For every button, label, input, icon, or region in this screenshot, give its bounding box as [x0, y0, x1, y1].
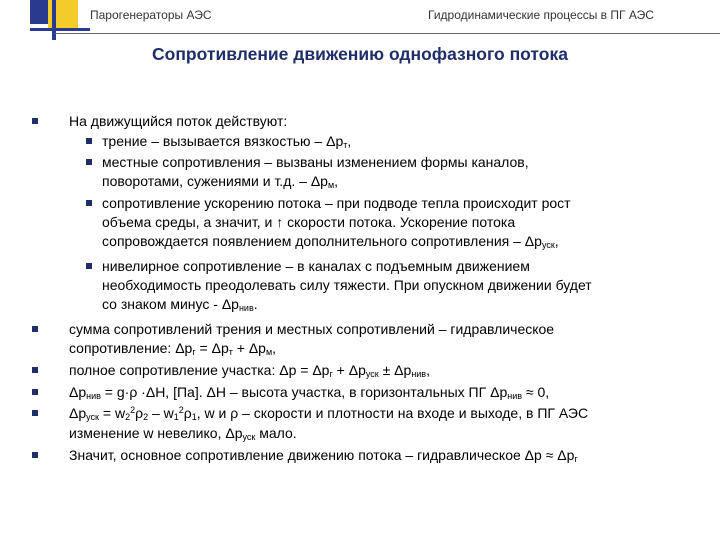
slide-title: Сопротивление движению однофазного потока: [152, 44, 568, 64]
bullet-icon: [32, 410, 38, 416]
header-left: Парогенераторы АЭС: [90, 8, 212, 22]
sub-item-level-line2: необходимость преодолевать силу тяжести. При опускном движении будет: [102, 277, 592, 293]
intro-text: На движущийся поток действуют:: [69, 113, 288, 129]
logo-vertical-bar: [52, 0, 56, 40]
sub-bullet-icon: [86, 200, 92, 206]
item-hydraulic-line2: сопротивление: $\Delta p_г = \Delta p_т + \Delta p_м$,: [69, 340, 277, 357]
sub-item-local-line2: поворотами, сужениями и т.д. – $\Delta p_м$,: [102, 173, 339, 190]
sub-item-level-line3: со знаком минус - $\Delta p_{нив}$.: [102, 296, 258, 313]
bullet-icon: [32, 452, 38, 458]
item-conclusion: Значит, основное сопротивление движению потока – гидравлическое $\Delta p \approx \Delta p_г$: [69, 447, 578, 464]
header-right: Гидродинамические процессы в ПГ АЭС: [428, 8, 654, 22]
item-levelling-formula: $\Delta p_{нив} = g\cdot\rho \cdot\Delta H$, [Па]. ΔH – высота участка, в горизонтальных ПГ $\Delta p_{нив} \approx 0$,: [69, 384, 550, 401]
sub-bullet-icon: [86, 263, 92, 269]
header-divider: [55, 33, 720, 34]
sub-item-accel-line2: объема среды, а значит, и ↑ скорости потока. Ускорение потока: [102, 214, 516, 230]
sub-item-friction: трение – вызывается вязкостью – $\Delta p_т$,: [102, 133, 352, 150]
logo-horizontal-bar: [30, 28, 90, 31]
bullet-icon: [32, 389, 38, 395]
sub-item-level-line1: нивелирное сопротивление – в каналах с подъемным движением: [102, 258, 530, 274]
bullet-icon: [32, 118, 38, 124]
item-accel-formula-line2: изменение w невелико, $\Delta p_{уск}$ мало.: [69, 425, 297, 442]
bullet-icon: [32, 326, 38, 332]
item-hydraulic-line1: сумма сопротивлений трения и местных сопротивлений – гидравлическое: [69, 321, 555, 337]
sub-item-accel-line1: сопротивление ускорению потока – при подводе тепла происходит рост: [102, 195, 571, 211]
sub-bullet-icon: [86, 138, 92, 144]
bullet-icon: [32, 367, 38, 373]
sub-bullet-icon: [86, 159, 92, 165]
item-total: полное сопротивление участка: $\Delta p = \Delta p_г + \Delta p_{уск} \pm \Delta p_{нив}$,: [69, 362, 430, 379]
corner-logo: [0, 0, 90, 40]
item-accel-formula-line1: $\Delta p_{уск} = w_2^2\rho_2 - w_1^2\rho_1$, w и ρ – скорости и плотности на входе и выходе, в ПГ АЭС: [69, 405, 589, 422]
sub-item-local-line1: местные сопротивления – вызваны изменением формы каналов,: [102, 154, 529, 170]
sub-item-accel-line3: сопровождается появлением дополнительного сопротивления – $\Delta p_{уск}$,: [102, 233, 559, 250]
